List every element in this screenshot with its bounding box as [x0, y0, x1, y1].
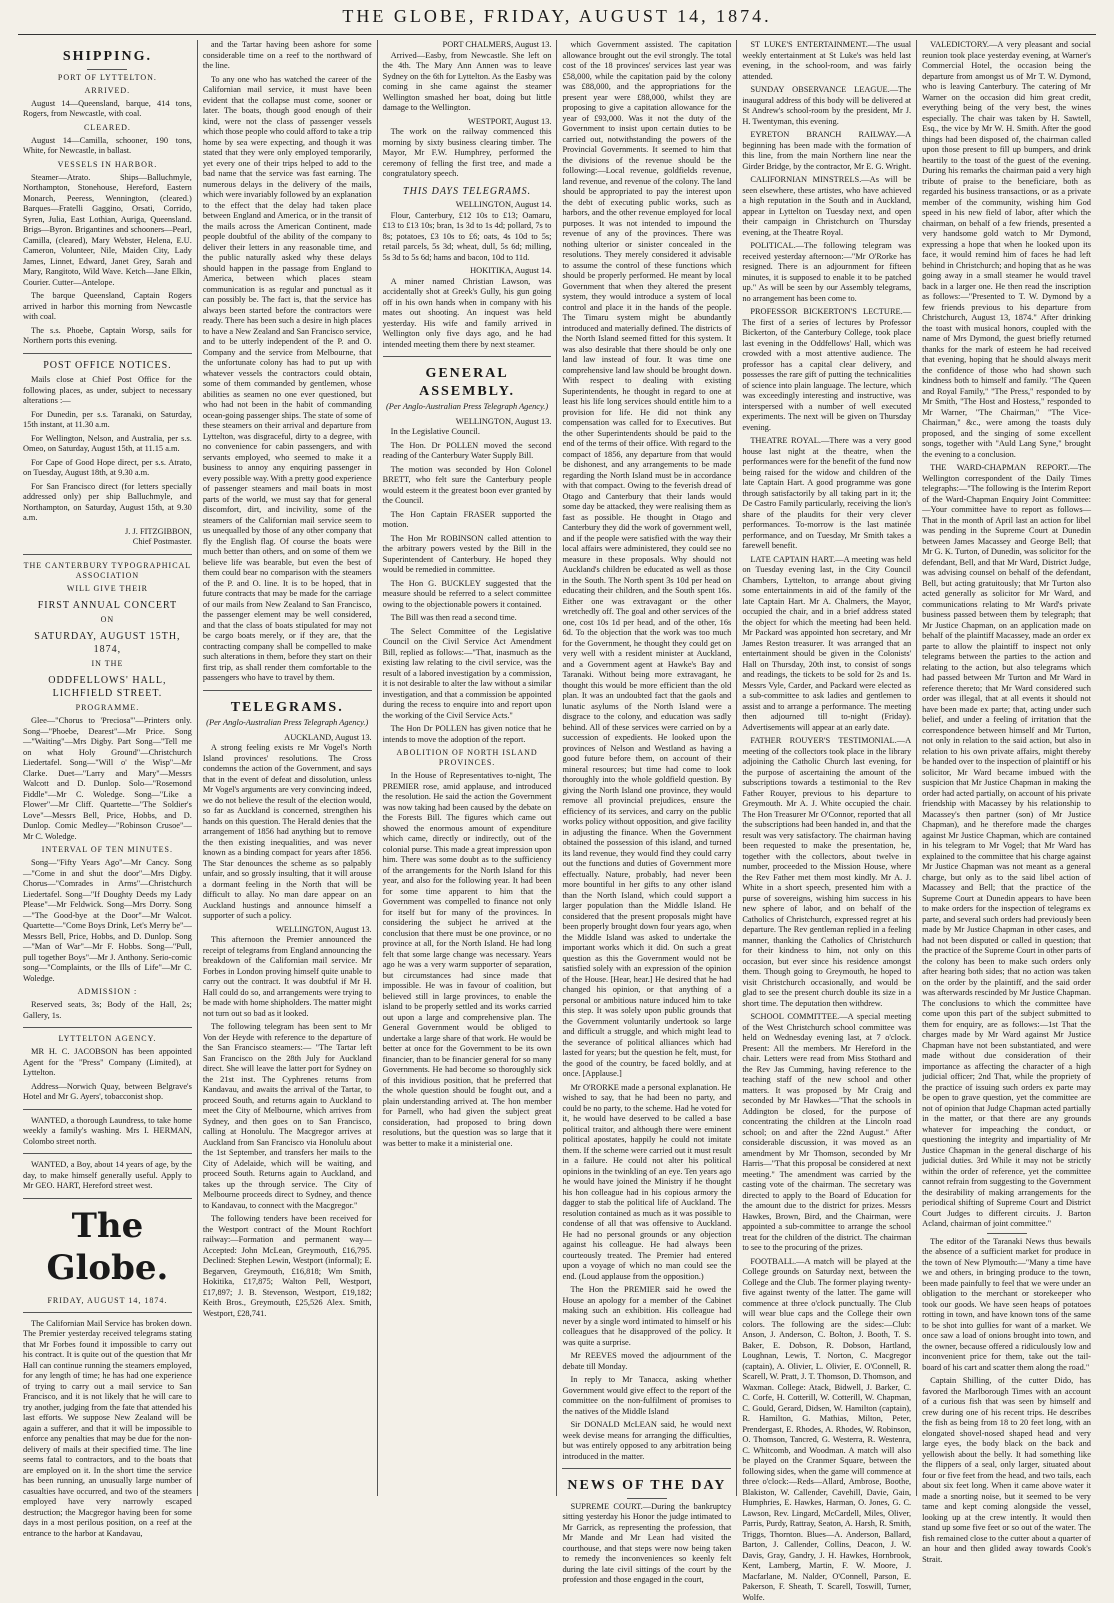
- dateline: WELLINGTON, August 13.: [203, 925, 372, 936]
- telegram-text: Flour, Canterbury, £12 10s to £13; Oamaru, £13 to £13 10s; bran, 1s 3d to 1s 4d; pollard, 7s to 8s; potatoes, £3 10s to £6; oats, 4s 10d to 5s; retail parcels, 5s 3d; wheat, dull, 5s 6d; milling, 5s 3d to 5s 6d; hams and bacon, 10d to 11d.: [383, 211, 552, 264]
- assembly-text: The Hon. Dr POLLEN moved the second reading of the Canterbury Water Supply Bill.: [383, 441, 552, 462]
- post-role: Chief Postmaster.: [23, 537, 192, 548]
- general-assembly-heading: GENERAL ASSEMBLY.: [383, 365, 552, 400]
- assembly-source: (Per Anglo-Australian Press Telegraph Agency.): [383, 402, 552, 413]
- concert-venue: ODDFELLOWS' HALL, LICHFIELD STREET.: [23, 675, 192, 700]
- post-intro: Mails close at Chief Post Office for the following places, as under, subject to necessary alterations :—: [23, 375, 192, 407]
- telegram-text: The following telegram has been sent to Mr Von der Heyde with reference to the departure of the San Francisco steamers:— "The Tartar left San Francisco on the 28th July for Auckland direct. She will leave the latter port for Sydney on the 21st inst. The Cyphrenes returns from Kandavau, and awaits the arrival of the Tartar, to proceed South, and returns again to Auckland to meet the City of Melbourne, which arrives from Sydney, and then goes on to San Francisco, calling at Honolulu. The Macgregor arrives at Auckland from San Francisco via Honolulu about the 1st September, and transfers her mails to the City of Adelaide, which will be waiting, and proceed South. Returns again to Auckland, and takes up the through service. The City of Melbourne proceeds direct to Sydney, and thence to Kandavau, to connect with the Macgregor.": [203, 1022, 372, 1211]
- post-item: For Cape of Good Hope direct, per s.s. Atrato, on Tuesday, August 18th, at 9.30 a.m.: [23, 458, 192, 479]
- column-2: [198, 40, 378, 1496]
- column-3: [378, 40, 558, 1496]
- concert-line: IN THE: [23, 659, 192, 669]
- article-text: and the Tartar having been ashore for some considerable time on a reef to the northward of the line.: [203, 40, 372, 72]
- wanted-ad: WANTED, a Boy, about 14 years of age, by the day, to make himself generally useful. Apply to Mr GEO. HART, Hereford street west.: [23, 1160, 192, 1192]
- assembly-text: The Select Committee of the Legislative Council on the Civil Service Act Amendment Bill, replied as follows:—"That, inasmuch as the existing law relating to the civil service, was the result of a labored investigation by a commission, it is not desirable to alter the law without a similar investigation, and that a commission be appointed during the recess to enquire into and report upon the working of the Civil Service Acts.": [383, 627, 552, 722]
- wanted-ad: WANTED, a thorough Laundress, to take home weekly a family's washing. Mrs I. HERMAN, Colombo street north.: [23, 1116, 192, 1148]
- assembly-text: Mr REEVES moved the adjournment of the debate till Monday.: [562, 1351, 731, 1372]
- column-6: [917, 40, 1096, 1496]
- phoebe-note: The s.s. Phoebe, Captain Worsp, sails for Northern ports this evening.: [23, 326, 192, 347]
- news-text: The editor of the Taranaki News thus bewails the absence of a sufficient market for produce in the town of New Plymouth:—"Many a time have we and others, in bringing produce to the town, been made painfully to feel that we were under an obligation to the merchant or storekeeper who took our goods. We have seen heaps of potatoes rotting in town, and have known tons of the same to be shot into gullies for want of a market. We once saw a load of onions brought into town, and the owner, because offered a ridiculously low and inconvenient price for them, take out the tail-board of his cart and scatter them along the road.": [922, 1237, 1091, 1374]
- assembly-text: In reply to Mr Tanacca, asking whether Government would give effect to the report of the committee on the non-fulfilment of promises to the natives of the Middle Island: [562, 1375, 731, 1417]
- concert-line: WILL GIVE THEIR: [23, 584, 192, 594]
- column-1: [18, 40, 198, 1496]
- programme-list-2: Song—"Fifty Years Ago"—Mr Cancy. Song—"Come in and shut the door"—Mrs Digby. Chorus—"Comrades in Arms"—Christchurch Liedertafel. Song—"If Doughty Deeds my Lady Please"—Mr Feldwick. Song—Mrs Dorry. Song—"The Good-bye at the Door"—Mr Walcot. Quartette—"Come Boys Drink, Let's Merry be"—Messrs Bell, Price, Hobbs, and D. Dunlop. Song—"Man of War"—Mr F. Hobbs. Song—"Pull, pull together Boys"—Mr J. Anthony. Serio-comic song—"Complaints, or the Ills of Life"—Mr C. Woledge.: [23, 858, 192, 984]
- programme-list: Glee—"Chorus to 'Preciosa'"—Printers only. Song—"Phoebe, Dearest"—Mr Price. Song—"Waiting"—Mrs Digby. Part Song—"Tell me on what Holy Ground"—Christchurch Liedertafel. Song—"Will o' the Wisp"—Mr Clarke. Duet—"Larry and Mary"—Messrs Walcott and D. Dunlop. Solo—"Rosemond Fiddle"—Mr C. Woledge. Song—"Like a Flower"—Mr Cliff. Quartette—"The Soldier's Love"—Messrs Bell, Price, Hobbs, and D. Dunlop. Comic Medley—"Robinson Crusoe"—Mr C. Woledge.: [23, 716, 192, 842]
- assembly-text: The Hon Mr ROBINSON called attention to the arbitrary powers vested by the Bill in the Superintendent of Canterbury. He hoped they would be remedied in committee.: [383, 534, 552, 576]
- telegram-text: This afternoon the Premier announced the receipt of telegrams from England announcing the breakdown of the Californian mail service. Mr Forbes in London proving himself quite unable to carry out the contract. It was doubtful if Mr H. Hall could do so, and arrangements were trying to be made with home shipholders. The matter might not turn out so bad as it looked.: [203, 935, 372, 1019]
- leader-date: FRIDAY, AUGUST 14, 1874.: [23, 1296, 192, 1306]
- assembly-text: The Hon Dr POLLEN has given notice that he intends to move the adoption of the report.: [383, 724, 552, 745]
- assembly-text: The motion was seconded by Hon Colonel BRETT, who felt sure the Canterbury people would esteem it the greatest boon ever granted by the Council.: [383, 465, 552, 507]
- concert-line: ON: [23, 615, 192, 625]
- dateline: HOKITIKA, August 14.: [383, 266, 552, 277]
- post-office-heading: POST OFFICE NOTICES.: [23, 360, 192, 373]
- assembly-text: Mr O'RORKE made a personal explanation. He wished to say, that he had been no party, and could be no party, to the scheme. Had he voted for it, he would have deserved to be called a base political traitor, and although there were eminent political apostates, happily he could not imitate them. If the scheme were carried out it must result in a failure. He could not alter his political opinions in the twinkling of an eye. Ten years ago he would have joined the Ministry if he thought his hon colleague had in his copious armory the dagger to stab the political life of Auckland. The resolution contained as much as it was possible to condense of all that was offensive to Auckland. He had no personal grounds or any objection against his colleague. He had always been courteously treated. The Premier had entered upon a voyage of which no man could see the end. (Loud applause from the opposition.): [562, 1083, 731, 1283]
- globe-nameplate: The Globe.: [23, 1205, 192, 1290]
- vessels-text: Steamer—Atrato. Ships—Balluchmyle, Northampton, Stonehouse, Hereford, Eastern Monarch, Peeress, Wennington, (cleared.) Barques—Fratelli Gaggino, Orsati, Corrido, Syren, Julia, East Lothian, Auriga, Queensland. Brigs—Byron. Brigantines and schooners—Pearl, Camilla, (cleared), Mary Webster, Helena, E.U. Cameron, Volunteer, Nile, Maiden City, Lady James, Linnet, Edward, Janet Grey, Sarah and Mary, Rangitoto, Wild Wave. Ketch—Jane Elkin, Courier. Cutter—Antelope.: [23, 173, 192, 289]
- shipping-heading: SHIPPING.: [23, 48, 192, 66]
- news-text: CALIFORNIAN MINSTRELS.—As will be seen elsewhere, these artistes, who have achieved a high reputation in the South and in Auckland, appear in Lyttelton on Tuesday next, and open their campaign in Christchurch on Thursday evening, at the Theatre Royal.: [742, 175, 911, 238]
- columns: [18, 40, 1096, 1496]
- dateline: PORT CHALMERS, August 13.: [383, 40, 552, 51]
- concert-title: FIRST ANNUAL CONCERT: [23, 600, 192, 613]
- programme-heading: PROGRAMME.: [23, 703, 192, 713]
- assembly-text: The Bill was then read a second time.: [383, 613, 552, 624]
- concert-date: SATURDAY, AUGUST 15TH, 1874,: [23, 631, 192, 656]
- post-item: For Dunedin, per s.s. Taranaki, on Saturday, 15th instant, at 11.30 a.m.: [23, 410, 192, 431]
- barque-note: The barque Queensland, Captain Rogers arrived in harbor this morning from Newcastle with coal.: [23, 291, 192, 323]
- assembly-text: The Hon G. BUCKLEY suggested that the measure should be referred to a select committee owing to the objectionable powers it contained.: [383, 579, 552, 611]
- leader-article: The Californian Mail Service has broken down. The Premier yesterday received telegrams stating that Mr Forbes found it impossible to carry out his contract. It is quite out of the question that Mr Hall can continue running the steamers employed, for any length of time; he has had one experience of trying to carry out a mail service to San Francisco, and it is not likely that he will care to try another, judging from the fate that attended his last efforts. We suppose New Zealand will be again a sufferer, and that it will be impossible to enforce any penalties that may be due for the non-delivery of mails at their specified time. The line seems fatal to contractors, and to the boats that are employed on it. In the short time the service has been running, an unusually large number of casualties have occurred, and two of the steamers employed have very narrowly escaped destruction; the Macgregor having been for some days in a most perilous position, on a reef at the entrance to the harbor at Kandavau,: [23, 1319, 192, 1540]
- telegram-text: Arrived—Easby, from Newcastle. She left on the 4th. The Mary Ann Annen was to leave Sydney on the 6th for Lyttelton. As the Easby was coming in she came against the steamer Wellington smashed her boat, doing but little damage to the Wellington.: [383, 51, 552, 114]
- news-text: THEATRE ROYAL.—There was a very good house last night at the theatre, when the performances were for the benefit of the fund now being raised for the widow and children of the late Captain Hart. A good programme was gone through satisfactorily by all taking part in it; the De Castro Family particularly, receiving the lion's share of the plaudits for their very clever performances. To-morrow is the last matinée performance, and on Tuesday, Mr Smith takes a farewell benefit.: [742, 436, 911, 552]
- article-text: To any one who has watched the career of the Californian mail service, it must have been evident that the collapse must come, sooner or later. The boats, though good enough of their kind, were not the class of passenger vessels which those people who could afford to take a trip home by sea were expecting, and though it was stated that they were only employed temporarily, yet every one of their trips helped to add to the bad name that the service was fast earning. The numerous delays in the delivery of the mails, which were invariably followed by an explanation to the effect that the delay had taken place between England and America, or in the transit of the mails across the American Continent, made people doubtful of the ability of the company to deliver their letters in any reasonable time, and the public naturally asked why these delays should happen in the passage from England to America, between which places steam communication is as regular and punctual as it can possibly be. The fact is, that the service has always been started before the contractors were ready. There has been such a desire in high places to have a New Zealand and San Francisco service, and to be utterly independent of the P. and O. Company and the service from Melbourne, that the unfortunate colony has had to put up with whatever vessels the contractors could obtain, some of them commanded by gentlemen, whose abilities as seamen no one ever questioned, but who had not been in the habit of commanding ocean-going passenger ships. The state of some of these steamers on their arrival and departure from Lyttelton, was disgraceful, dirty to a degree, with no convenience for cabin passengers, and with servants employed, who seemed to make it a business to annoy any enquiring passenger in every possible way. With a pretty good experience of passenger steamers and mail boats in most parts of the world, we must say that for general discomfort, dirt, and incivility, some of the steamers of the Californian mail service seem to us unequalled by those of any other company that fly the English flag. Of course the boats were much better than others, and on some of them we believe life was bearable, but even the best of them could bear no comparison with the steamers of the P. and O. line. It is to be hoped, that in future contracts that may be made for the carriage of our mails from New Zealand to San Francisco, the passenger element may be well considered, and that the class of boats stipulated for may not be cargo boats merely, or if they are, that the contracting company shall be compelled to make such alterations in them, before they start on their first trip, as shall render them comfortable to the passengers who have to travel by them.: [203, 75, 372, 684]
- this-days-telegrams-heading: THIS DAYS TELEGRAMS.: [383, 186, 552, 199]
- concert-line: THE CANTERBURY TYPOGRAPHICAL ASSOCIATION: [23, 561, 192, 581]
- news-text: Captain Shilling, of the cutter Dido, has favored the Marlborough Times with an account of a curious fish that was seen by himself and crew during one of his recent trips. He describes the fish as being from 18 to 20 feet long, with an elongated shovel-nosed shaped head and very large eyes, the body black on the back and yellowish about the belly. It had something like the flippers of a seal, only larger, situated about four or five feet from the head, and two tails, each about six feet long. When it came above water it made a snorting noise, but it seemed to be very tame and kept coming alongside the vessel, looking up at the crew intently. It would then stand up some five feet or so out of the water. The fish remained close to the cutter about a quarter of an hour and then glided away towards Cook's Strait.: [922, 1376, 1091, 1565]
- news-text: SCHOOL COMMITTEE.—A special meeting of the West Christchurch school committee was held on Wednesday evening last, at 7 o'clock. Present: All the members. Mr Hereford in the chair. Letters were read from Miss Stothard and the Rev Jas Cumming, having reference to the teaching staff of the new school and other matters. It was proposed by Mr Craig and seconded by Mr Hawkes—"That the schools in Addington be closed, for the purpose of concentrating the children at the Lincoln road school; on and after the 22nd August." After considerable discussion, it was moved as an amendment by Mr Thomson, seconded by Mr Harris—"That this proposal be considered at next meeting." The amendment was carried by the casting vote of the chairman. The secretary was directed to apply to the Board of Education for the amount due to the district for prizes. Messrs Hawkes, Brown, Bird, and the Chairman, were appointed a sub-committee to arrange the school treat for the children of the district. The chairman to see to the procuring of the prizes.: [742, 1012, 911, 1254]
- dateline: WELLINGTON, August 13.: [383, 417, 552, 428]
- cleared-heading: CLEARED.: [23, 123, 192, 133]
- dateline: WESTPORT, August 13.: [383, 117, 552, 128]
- news-of-the-day-heading: NEWS OF THE DAY: [562, 1477, 731, 1495]
- port-heading: PORT OF LYTTELTON.: [23, 73, 192, 83]
- news-text: VALEDICTORY.—A very pleasant and social reunion took place yesterday evening, at Warner's Commercial Hotel, the occasion being the departure from amongst us of Mr T. W. Dymond, who is leaving Canterbury. The catering of Mr Warner on the occasion did him great credit, everything being of the very best, the wines especially. The chair was taken by H. Sawtell, Esq., the vice by Mr W. H. Smith. After the good things had been disposed of, the chairman called upon those present to fill up bumpers, and drink heartily to the toast of the guest of the evening. During his remarks the chairman paid a very high tribute of praise to the beneficiare, both as regarded his business transactions, or as a private member of the community, wishing him God speed in his new field of labor, after which the chairman, on behalf of a few friends, presented a very handsome gold watch to Mr Dymond, expressing a hope that when he looked upon its face, it would remind him of faces he had left behind in Christchurch; and hoping that as he was going away in a small steamer he would travel back in a larger one. He then read the inscription as follows:—"Presented to T. W. Dymond by a few friends previous to his departure from Christchurch, August 13, 1874." After drinking the toast with musical honors, coupled with the name of Mrs Dymond, the guest briefly returned thanks for the mark of esteem he had received that evening, hoping that he should always merit the confidence of those who had shown such kindness both to himself and family. "The Queen and Royal Family," "The Press," responded to by Mr Smith, "The Host and Hostess," responded to Mr Warner, "The Chairman," "The Vice-Chairman," &c., were among the toasts duly proposed, and the singing of some excellent songs, together with "Auld Lang Syne," brought the evening to a conclusion.: [922, 40, 1091, 460]
- assembly-text: In the House of Representatives to-night, The PREMIER rose, amid applause, and introduced the resolution. He said the action the Government was now taking had been caused by the debate on the Forests Bill. The figures which came out showed the enormous amount of expenditure which came, directly or indirectly, out of the colonial purse. This made a great impression upon him. There was some doubt as to the sufficiency of the arrangements for the North Island for this year, and also for the following year. It had been for some time apparent to him that the Government was compelled to finance not only for itself but for many of the provinces. In considering the subject he arrived at the conclusion that there must be one province, or no province at all, for the North Island. He had long felt that some large change was necessary. Years ago he was a very warm supporter of separation, but circumstances had since made that impossible. He was in favour of coalition, but believed still in large provinces, to enable the island to be properly settled and its works carried out upon a large and comprehensive plan. The General Government would be obliged to undertake a large share of that work. He would be better at once for the Government to be its own financier, than to be financier general for so many Governments. He had become so thoroughly sick of this invidious position, that he preferred that the whole question should be fought out, and a plain understanding arrived at. The hon member for Parnell, who had given the subject great consideration, had proposed to bring down resolutions, but the question was so large that it was better to make it a ministerial one.: [383, 771, 552, 1149]
- assembly-text: Sir DONALD McLEAN said, he would next week devise means for arranging the difficulties, but was entirely opposed to any arbitration being introduced in the matter.: [562, 1420, 731, 1462]
- news-text: THE WARD-CHAPMAN REPORT.—The Wellington correspondent of the Daily Times telegraphs:—"The following is the Interim Report of the Ward-Chapman Enquiry Joint Committee:—Your committee have to report as follows—That in the month of April last an action for libel was pending in the Supreme Court at Dunedin between James Macassey and George Bell; that Mr G. K. Turton, of Dunedin, was solicitor for the defendant, Bell, and that Mr Ward, District Judge, was advising counsel on behalf of the defendant, Bell, but acting gratuitously; that Mr Turton also acted generally as solicitor for Mr Ward, and communications relating to Mr Ward's private business passed between them by telegraph; that Mr Justice Chapman, on an application made on behalf of the plaintiff Macassey, made an order ex parte to allow the plaintiff to inspect not only telegrams between the parties to the action and relating to the action, but also telegrams which had passed between Mr Turton and Mr Ward in reference thereto; that Mr Ward considered such order was illegal, that at all events it should not have been made ex parte; that, acting under such belief, and under a feeling of irritation that the correspondence between himself and Mr Turton, not only in relation to the said action, but also in relation to his own private affairs, might thereby be handed over to the inspection of plaintiff or his solicitor, Mr Ward became imbued with the suspicion that Mr Justice Chapman in making the order had acted partially, on account of his private friendship with Macassey by his relationship to Macassey's then partner (son) of Mr Justice Chapman), and he therefore made the charges against Mr Justice Chapman, which are contained in his telegram to Mr Vogel; that Mr Ward has explained to the committee that his charge against Mr Justice Chapman was not meant as a general charge, but only as to the said libel action of Macassey and Bell; that the practice of the Supreme Court at Dunedin appears to have been to make orders for the inspection of telegrams ex parte, and several such orders had previously been made by Mr Justice Chapman in other cases, and had not been disputed or called in question; that the practice of the Supreme Court in other parts of the colony has been to make such orders only after hearing both sides; that no action was taken on the order by the plaintiff, and the said order was afterwards rescinded by Mr Justice Chapman. The conclusions to which the committee have come upon this part of the subject submitted to them for enquiry, are as follows:—1st That the charges made by Mr Ward against Mr Justice Chapman have not been substantiated, and were made without due consideration of their importance as affecting the character of a high judicial officer; 2nd That, while the propriety of the practice of issuing such orders ex parte may be open to grave question, yet the committee are not of opinion that Judge Chapman acted partially in the matter, or that there are any grounds whatever for impeaching the conduct, or questioning the integrity and impartiality of Mr Justice Chapman in the general discharge of his judicial duties. 3rd While it may not be strictly within the order of reference, yet the committee cannot refrain from suggesting to the Government the desirability of making arrangements for the periodical shifting of Supreme Court and District Court Judges to different circuits. J. Barton Acland, chairman of joint committee.": [922, 463, 1091, 1230]
- post-signature: J. J. FITZGIBBON,: [23, 527, 192, 538]
- agency-address: Address—Norwich Quay, between Belgrave's Hotel and Mr G. Ayers', tobacconist shop.: [23, 1082, 192, 1103]
- assembly-text: The Hon the PREMIER said he owed the House an apology for a member of the Cabinet making such an exhibition. His colleague had never by a single word intimated to himself or his colleagues that he disapproved of the policy. It was quite a surprise.: [562, 1285, 731, 1348]
- news-text: ST LUKE'S ENTERTAINMENT.—The usual weekly entertainment at St Luke's was held last evening, in the school-room, and was fairly attended.: [742, 40, 911, 82]
- telegrams-source: (Per Anglo-Australian Press Telegraph Agency.): [203, 718, 372, 729]
- assembly-text: The Hon Captain FRASER supported the motion.: [383, 510, 552, 531]
- news-text: EYRETON BRANCH RAILWAY.—A beginning has been made with the formation of this line, from the main Northern line near the Girder Bridge, by the contractor, Mr E. G. Wright.: [742, 130, 911, 172]
- news-text: SUNDAY OBSERVANCE LEAGUE.—The inaugural address of this body will be delivered at St Andrew's school-room by the president, Mr J. H. Twentyman, this evening.: [742, 85, 911, 127]
- admission-text: Reserved seats, 3s; Body of the Hall, 2s; Gallery, 1s.: [23, 1000, 192, 1021]
- interval-heading: INTERVAL OF TEN MINUTES.: [23, 845, 192, 855]
- dateline: AUCKLAND, August 13.: [203, 733, 372, 744]
- column-4: [557, 40, 737, 1496]
- dateline: WELLINGTON, August 14.: [383, 200, 552, 211]
- post-item: For San Francisco direct (for letters specially addressed only) per ship Balluchmyle, and Northampton, on Saturday, August 15th, at 9.30 a.m.: [23, 482, 192, 524]
- news-text: SUPREME COURT.—During the bankruptcy sitting yesterday his Honor the judge intimated to Mr Garrick, as representing the profession, that Mr Mande and Mr Lean had visited the courthouse, and that steps were now being taken to remedy the inconveniences so keenly felt during the late civil sittings of the court by the profession and those engaged in the court,: [562, 1502, 731, 1586]
- news-text: PROFESSOR BICKERTON'S LECTURE.—The first of a series of lectures by Professor Bickerton, of the Canterbury College, took place last evening in the Oddfellows' Hall, which was crowded with a most attentive audience. The professor has a capital clear delivery, and possesses the rare gift of putting the technicalities of science into plain language. The lecture, which was exceedingly interesting and instructive, was interspersed with a number of well executed experiments. The next will be given on Thursday evening.: [742, 307, 911, 433]
- cleared-text: August 14—Camilla, schooner, 190 tons, White, for Newcastle, in ballast.: [23, 136, 192, 157]
- agency-heading: LYTTELTON AGENCY.: [23, 1034, 192, 1044]
- agency-text: MR H. C. JACOBSON has been appointed Agent for the "Press" Company (Limited), at Lyttelton.: [23, 1047, 192, 1079]
- telegram-text: A miner named Christian Lawson, was accidentally shot at Greek's Gully, his gun going off in his own hands when in company with his mates out shooting. An inquest was held yesterday. His wife and family arrived in Wellington only five days ago, and he had intended meeting them there by next steamer.: [383, 277, 552, 351]
- assembly-text: In the Legislative Council.: [383, 427, 552, 438]
- abolition-heading: ABOLITION OF NORTH ISLAND PROVINCES.: [383, 748, 552, 768]
- column-5: [737, 40, 917, 1496]
- telegrams-heading: TELEGRAMS.: [203, 699, 372, 717]
- assembly-text: which Government assisted. The capitation allowance brought out the evil strongly. The total cost of the 18 provinces' services last year was £58,000, while the capitation paid by the colony was £88,000, and the appropriations for the present year were £88,000, whilst they are proposing to give a capitation allowance for the year of £93,000. Was it not the duty of the Government to insist upon certain duties to be carried out, notwithstanding the powers of the Provincial Governments. It seemed to him that the divisions of the revenue should be the following:—Local revenue, goldfields revenue, land revenue, and revenue of the colony. The land should be appropriated to pay the interest upon the debt of executing public works, such as harbors, and the other revenue employed for local purposes. It was not intended to impound the revenue of any of the provinces. There was nothing ulterior or sinister concealed in the resolutions. They merely considered it advisable to assume the control of these functions which should be properly performed. He meant by local Government that when they altered the present system, they would introduce a system of local control and place it in the hands of the people. The Timaru system might be abundantly introduced and materially defined. The districts of the North Island seemed fitted for this system. It was also desirable that there should be only one land law instead of four. It was time one comprehensive land law should be brought down. With respect to dealing with existing Superintendents, he thought in regard to one at least his life long services should entitle him to a provision for life. He did not think any compensation was called for to Executives. But the other Superintendents should be paid to the end of the terms of their office. With regard to the compact of 1856, any departure from that would be dishonest, and any arrangements to be made regarding the North Island must be in accordance with that compact. Owing to the feverish dread of Otago and Canterbury that their lands would some day be attacked, they were realising them as fast as possible. He thought in Otago and Canterbury they did the work of government well, and if the people were satisfied with the way their local affairs were administered, they could see no measure in these proposals. Why should not Auckland's children be educated as well as those in the South. The North spent 3s 10d per head on educating their children, and the South spent 16s. Either one was extravagant or the other wretchedly off. The goal and other services of the one, cost 10s 1d per head, and of the other, 16s 6d. To the objection that the work was too much for the Government, he thought they could get on very well with a resident minister at Auckland, and a Government agent at Hawke's Bay and Taranaki. Without being more extravagant, he thought this would be more efficient than the old plan. It was an undoubted fact that the gaols and lunatic asylums of the North Island were a disgrace to the colony, and education was sadly behind. All of these services were carried on by a succession of expedients. He looked upon the provinces of Nelson and Westland as having a good future before them, on account of their mineral resources; but time had come to look thoroughly into the whole goldfield question. By giving the North Island one province, they would remove all provincial prejudices, ensure the efficiency of its services, and carry on the public works policy without opposition, and give facility in adjusting the finance. When the Government obtained the possession of this island, and turned its land revenue, they would find they could carry out the functions and duties of Government more effectually. Nature, probably, had never been more bountiful in her gifts to any other island than the North Island, which could support a larger population than the Middle Island. He considered that the present proposals might have been properly brought down four years ago, when the Middle Island was asked to undertake the important works which it did. On such a great question as this the Government would not be satisfied solely with an expression of the opinion of the House. [Hear, hear.] He desired that he had changed his opinion, or that anything of a personal or ambitious nature induced him to take this step. It was solely upon public grounds that the Government voluntarily undertook so large and difficult a struggle, and which might lead to the severance of political alliances which had lasted for years; but the question he felt, must, for the good of the country, be faced boldly, and at once. [Applause.]: [562, 40, 731, 1080]
- post-item: For Wellington, Nelson, and Australia, per s.s. Omeo, on Saturday, August 15th, at 11.15 a.m.: [23, 434, 192, 455]
- news-text: FATHER ROUYER'S TESTIMONIAL.—A meeting of the collectors took place in the library adjoining the Catholic Church last evening, for the purpose of ascertaining the amount of the subscriptions towards a testimonial to the Rev Father Rouyer, previous to his departure to Greymouth. Mr A. J. White occupied the chair. The Hon Treasurer Mr O'Connor, reported that all the subscriptions had been handed in, and that the result was very satisfactory. The chairman having been requested to make the presentation, he, together with the collectors, about twelve in number, proceeded to the Mission House, where the Rev Father met them most kindly. Mr A. J. White in a short speech, presented him with a purse of sovereigns, wishing him success in his new sphere of labor, and on behalf of the Catholics of Christchurch, expressed regret at his departure. The Rev gentleman replied in a feeling manner, thanking the Catholics of Christchurch for their kindness to him, not only on this occasion, but ever since his residence amongst them. Though going to Greymouth, he hoped to visit Christchurch occasionally, and would be glad to see the present church double its size in a short time. The deputation then withdrew.: [742, 736, 911, 1009]
- news-text: POLITICAL.—The following telegram was received yesterday afternoon:—"Mr O'Rorke has resigned. There is an adjournment for fifteen minutes, it is supposed to enable it to be patched up." As will be seen by our Assembly telegrams, no arrangement has been come to.: [742, 241, 911, 304]
- admission-heading: ADMISSION :: [23, 987, 192, 997]
- masthead: THE GLOBE, FRIDAY, AUGUST 14, 1874.: [0, 6, 1114, 34]
- arrived-text: August 14—Queensland, barque, 414 tons, Rogers, from Newcastle, with coal.: [23, 99, 192, 120]
- masthead-rule: [18, 34, 1096, 35]
- news-text: FOOTBALL.—A match will be played at the College grounds on Saturday next, between the College and the Club. The former playing twenty-five against twenty of the latter. The game will commence at three o'clock punctually. The Club will wear blue caps and the College their own colors. The following are the sides:—Club: Anson, J. Anderson, C. Bolton, J. Booth, T. S. Baker, E. Dobson, R. Dobson, Hartland, Loughnan, Lewis, T. Norton, C. Macgregor (captain), A. Olivier, L. Olivier, E. O'Connell, R. Scarell, W. Pratt, J. T. Thomson, D. Thomson, and Waxman. College: Atack, Bidwell, J. Barker, C. C. Corfe, H. Cotterill, W. Cotterill, W. Chapman, C. Gould, Gerard, Didsen, W. Hamilton (captain), R. Hamilton, G. Mathias, Milton, Peter, Prendergast, E. Rhodes, A. Rhodes, W. Robinson, O. Thomson, Tancred, G. Westerra, R. Westenra, C. Whitcomb, and Woodman. A match will also be played on the Cranmer Square, between the following sides, when the game will commence at three o'clock:—Reds—Allard, Ambrose, Boothe, Blakiston, W. Callender, Cavehill, Davie, Gain, Humphries, E. Hawkes, Harman, O. Jones, G. C. Lawson, Rev. Lingard, McCardell, Miles, Oliver, Parris, Purdy, Rattray, Seaton, A. Harsh, R. Smith, Triggs, Thornton. Blues—A. Anderson, Ballard, Barton, J. Callender, Collins, Deacon, J. W. Davis, Gray, Gandry, J. H. Hawkes, Hornbrook, Kent, Lamberg, Martin, F. W. Moore, J. Macfarlane, M. Nalder, O'Connell, Parson, E. Pakerson, F. Sheath, T. Scarell, Toswill, Turner, Wolfe.: [742, 1257, 911, 1603]
- telegram-text: A strong feeling exists re Mr Vogel's North Island provinces' resolutions. The Cross condemns the action of the Government, and says that in the event of defeat and dissolution, unless Mr Vogel's arguments are very convincing indeed, we do not believe the result of the election would, so far as Auckland is concerned, strengthen his hands on this question. The Herald denies that the arrangement of 1856 had anything but to remove the then existing inequalities, and was never known as a binding compact for years after 1856. The Star denounces the scheme as so palpably unfair, and so grossly insulting, that it will arouse a dormant feeling in the North that will be difficult to allay. No man dare appear on an Auckland hustings and announce himself a supporter of such a policy.: [203, 743, 372, 922]
- arrived-heading: ARRIVED.: [23, 86, 192, 96]
- news-text: LATE CAPTAIN HART.—A meeting was held on Tuesday evening last, in the City Council Chambers, Lyttelton, to arrange about giving some entertainments in aid of the family of the late Captain Hart. Mr A. Chalmers, the Mayor, occupied the chair, and in a brief address stated the object for which the meeting had been held. Mr Packard was appointed hon secretary, and Mr James Reston treasurer. It was arranged that an entertainment should be given in the Colonists' Hall on Thursday, 20th inst, to consist of songs and readings, the tickets to be sold for 2s and 1s. Messrs Vyle, Carder, and Packard were elected as a sub-committee to ask ladies and gentlemen to assist and to arrange a performance. The meeting then adjourned till to-night (Friday). Advertisements will appear at an early date.: [742, 555, 911, 734]
- vessels-heading: VESSELS IN HARBOR.: [23, 160, 192, 170]
- telegram-text: The following tenders have been received for the Westport contract of the Mount Rochfort railway:—Formation and permanent way—Accepted: John McLean, Greymouth, £16,795. Declined: Stephen Lewin, Westport (informal); E. Begarven, Greymouth, £16,818; Wm Smith, Hokitika, £17,875; Walton Pell, Westport, £17,897; J. B. Stevenson, Westport, £19,182; Keith Bros., Greymouth, £25,526 Alex. Smith, Westport, £28,741.: [203, 1214, 372, 1319]
- telegram-text: The work on the railway commenced this morning by sixty business clearing timber. The Mayor, Mr F.W. Humphrey, performed the ceremony of felling the first tree, and made a congratulatory speech.: [383, 127, 552, 180]
